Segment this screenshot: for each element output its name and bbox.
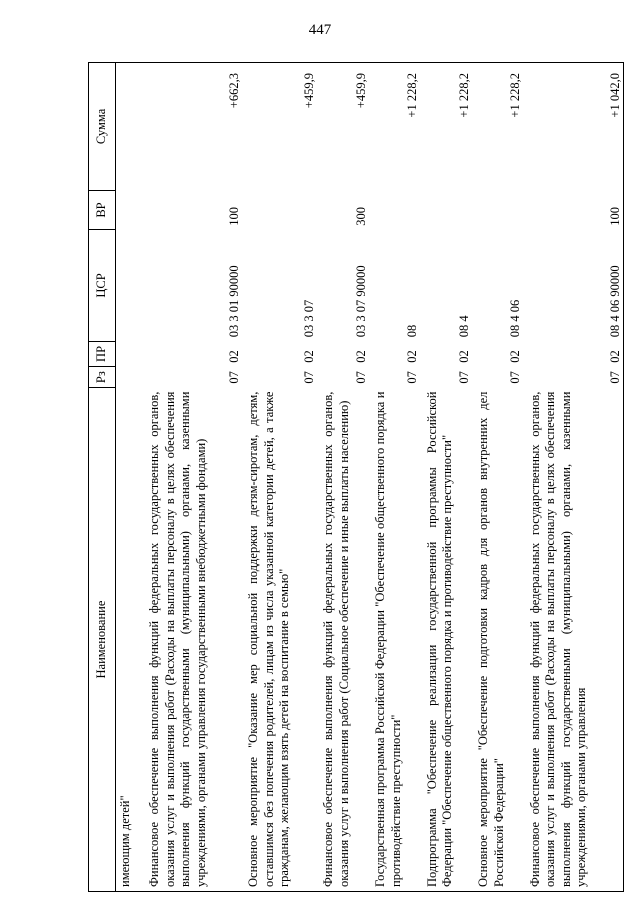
rotated-table-area: [88, 62, 624, 892]
row-csr: 03 3 07 90000: [353, 265, 368, 338]
row-csr: 03 3 07: [301, 299, 316, 338]
row-sum: +459,9: [246, 63, 317, 191]
row-name: Финансовое обеспечение выполнения функций федеральных государственных органов, оказания услуг и выполнения работ (Расходы на выплаты персоналу в целях обеспечения выполнения функций государственными (муниципальными) органами, казенными учреждениями, органами управления государственными внебюджетными фондами): [147, 388, 242, 892]
row-pr: 02: [508, 350, 523, 363]
row-rz: 07: [528, 367, 624, 388]
row-sum: +1 228,2: [476, 63, 524, 191]
header-rz: Рз: [89, 367, 116, 388]
row-name: Финансовое обеспечение выполнения функций федеральных государственных органов, оказания услуг и выполнения работ (Социальное обеспечение и иные выплаты населению): [321, 388, 369, 892]
header-sum: Сумма: [89, 63, 116, 191]
row-sum: +1 228,2: [425, 63, 473, 191]
row-rz: 07: [353, 371, 368, 384]
table-row: [246, 63, 317, 892]
row-vr: [116, 190, 144, 229]
row-vr: [373, 190, 421, 229]
row-csr: 03 3 01 90000: [226, 265, 241, 338]
row-pr: 02: [456, 350, 471, 363]
row-csr: 08: [405, 324, 420, 338]
header-pr: ПР: [89, 341, 116, 367]
row-csr: 08 4 06: [508, 299, 523, 338]
row-rz: 07: [456, 371, 471, 384]
row-vr: [246, 190, 317, 229]
row-sum: +459,9: [321, 63, 369, 191]
row-rz: 07: [226, 371, 241, 384]
row-name: Государственная программа Российской Федерации "Обеспечение общественного порядка и противодействие преступности": [373, 388, 421, 892]
table-row: [373, 63, 421, 892]
table-row: [321, 63, 369, 892]
row-sum: +662,3: [147, 63, 242, 191]
row-csr: [116, 230, 144, 341]
header-name: Наименование: [89, 388, 116, 892]
row-vr: [425, 190, 473, 229]
header-vr: ВР: [89, 190, 116, 229]
row-pr: 02: [301, 350, 316, 363]
row-sum: +1 042,0: [528, 63, 624, 191]
row-rz: 07: [301, 371, 316, 384]
row-name: Основное мероприятие "Обеспечение подготовки кадров для органов внутренних дел Российской Федерации": [476, 388, 524, 892]
table-row: [147, 63, 242, 892]
row-name: Финансовое обеспечение выполнения функций федеральных государственных органов, оказания услуг и выполнения работ (Расходы на выплаты персоналу в целях обеспечения выполнения функций государственными (муниципальными) органами, казенными учреждениями, органами управления: [528, 388, 624, 892]
row-rz: 07: [508, 371, 523, 384]
row-rz: [116, 367, 144, 388]
row-rz: 07: [405, 371, 420, 384]
table-header-row: [89, 63, 116, 892]
row-csr: 08 4 06 90000: [528, 230, 624, 341]
budget-table: [88, 62, 624, 892]
row-sum: [116, 63, 144, 191]
row-pr: 02: [226, 350, 241, 363]
row-vr: 100: [528, 190, 624, 229]
row-name: Основное мероприятие "Оказание мер социальной поддержки детям-сиротам, детям, оставшимся без попечения родителей, лицам из числа указанной категории детей, а также гражданам, желающим взять детей на воспитание в семью": [246, 388, 317, 892]
row-vr: [476, 190, 524, 229]
row-csr: 08 4: [456, 315, 471, 338]
row-name: имеющим детей": [116, 388, 144, 892]
table-row: [425, 63, 473, 892]
row-name: Подпрограмма "Обеспечение реализации государственной программы Российской Федерации "Обеспечение общественного порядка и противодействие преступности": [425, 388, 473, 892]
row-pr: 02: [528, 341, 624, 367]
row-pr: 02: [405, 350, 420, 363]
row-pr: 02: [353, 350, 368, 363]
table-row: [528, 63, 624, 892]
table-row: [476, 63, 524, 892]
row-sum: +1 228,2: [373, 63, 421, 191]
row-vr: 100: [226, 206, 241, 226]
page-number: 447: [308, 22, 332, 38]
header-csr: ЦСР: [89, 230, 116, 341]
rotated-table: [88, 62, 624, 892]
row-pr: [116, 341, 144, 367]
table-row: [116, 63, 144, 892]
row-vr: 300: [353, 206, 368, 226]
